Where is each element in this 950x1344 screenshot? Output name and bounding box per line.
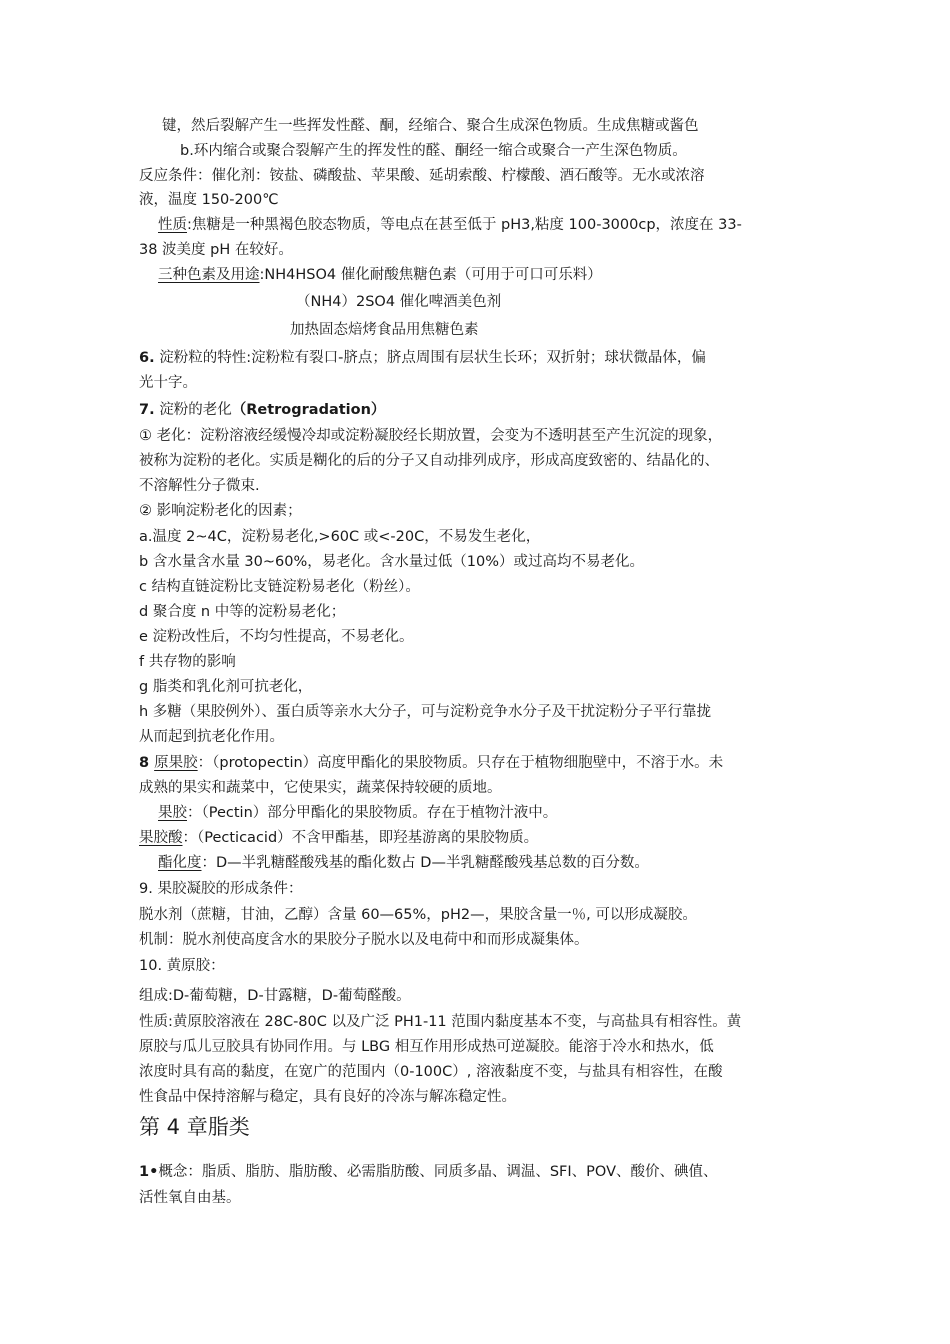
section-number: 1• [139,1164,159,1180]
text-line: h 多糖（果胶例外）、蛋白质等亲水大分子，可与淀粉竞争水分子及干扰淀粉分子平行靠拢 [139,704,712,720]
text-span: ：（Pecticacid）不含甲酯基，即羟基游离的果胶物质。 [182,830,539,846]
text-line: 10. 黄原胶： [139,958,225,974]
text-line: 活性氧自由基。 [139,1190,241,1206]
section-number: 7. [139,402,155,418]
text-line: 浓度时具有高的黏度，在宽广的范围内（0-100C）, 溶液黏度不变，与盐具有相容性，在酸 [139,1064,723,1080]
chapter-heading: 第 4 章脂类 [139,1115,250,1139]
text-span: 淀粉粒的特性:淀粉粒有裂口-脐点；脐点周围有层状生长环；双折射；球状微晶体，偏 [154,350,706,366]
text-line: b 含水量含水量 30~60%，易老化。含水量过低（10%）或过高均不易老化。 [139,554,644,570]
text-line: 液，温度 150-200℃ [139,192,279,208]
text-line: 键，然后裂解产生一些挥发性醛、酮，经缩合、聚合生成深色物质。生成焦糖或酱色 [162,118,699,134]
text-span: ：（protopectin）高度甲酯化的果胶物质。只存在于植物细胞壁中，不溶于水。未 [197,755,724,771]
section-number: 8 [139,755,155,771]
text-span: 概念：脂质、脂肪、脂肪酸、必需脂肪酸、同质多晶、调温、SFI、POV、酸价、碘值、 [158,1164,718,1180]
text-line: 脱水剂（蔗糖，甘油，乙醇）含量 60—65%，pH2—，果胶含量一％, 可以形成凝胶。 [139,907,697,923]
text-line: 从而起到抗老化作用。 [139,729,284,745]
text-line [139,348,706,368]
term-underlined: 性质 [158,217,187,233]
text-line [139,400,385,420]
text-line: f 共存物的影响 [139,654,236,670]
text-line: d 聚合度 n 中等的淀粉易老化； [139,604,346,620]
text-line: 成熟的果实和蔬菜中，它使果实，蔬菜保持较硬的质地。 [139,780,502,796]
text-line: 组成:D-葡萄糖，D-甘露糖，D-葡萄醛酸。 [139,988,411,1004]
text-line: b.环内缩合或聚合裂解产生的挥发性的醛、酮经一缩合或聚合一产生深色物质。 [180,143,687,159]
text-span: :焦糖是一种黑褐色胶态物质，等电点在甚至低于 pH3,粘度 100-3000cp，浓度在 33- [187,217,742,233]
text-line: 反应条件：催化剂：铵盐、磷酸盐、苹果酸、延胡索酸、柠檬酸、酒石酸等。无水或浓溶 [139,168,705,184]
text-span: 淀粉的老化 [154,402,232,418]
text-line: g 脂类和乳化剂可抗老化， [139,679,313,695]
term-underlined: 果胶 [158,805,187,821]
text-line: a.温度 2~4C，淀粉易老化,>60C 或<-20C，不易发生老化， [139,529,541,545]
text-line: 9. 果胶凝胶的形成条件： [139,881,303,897]
text-line [158,853,649,873]
text-line: 原胶与瓜儿豆胶具有协同作用。与 LBG 相互作用形成热可逆凝胶。能溶于冷水和热水，低 [139,1039,714,1055]
text-line: 性食品中保持溶解与稳定，具有良好的冷冻与解冻稳定性。 [139,1089,516,1105]
text-line: ① 老化：淀粉溶液经缓慢冷却或淀粉凝胶经长期放置，会变为不透明甚至产生沉淀的现象， [139,428,723,444]
text-line: 机制：脱水剂使高度含水的果胶分子脱水以及电荷中和而形成凝集体。 [139,932,589,948]
text-line: e 淀粉改性后，不均匀性提高，不易老化。 [139,629,414,645]
text-span: ：D—半乳糖醛酸残基的酯化数占 D—半乳糖醛酸残基总数的百分数。 [201,855,649,871]
text-line: ② 影响淀粉老化的因素； [139,503,302,519]
text-line [158,215,742,235]
text-line: 性质:黄原胶溶液在 28C-80C 以及广泛 PH1-11 范围内黏度基本不变，与高盐具有相容性。黄 [139,1014,742,1030]
text-line: 38 波美度 pH 在较好。 [139,242,293,258]
text-line: 加热固态焙烤食品用焦糖色素 [290,322,479,338]
text-line: c 结构直链淀粉比支链淀粉易老化（粉丝）。 [139,579,420,595]
text-line [158,265,602,285]
text-line: 不溶解性分子微束. [139,478,260,494]
text-span: :NH4HSO4 催化耐酸焦糖色素（可用于可口可乐料） [259,267,602,283]
text-line [158,803,557,823]
text-line [139,753,723,773]
section-number: 6. [139,350,155,366]
text-bold: （Retrogradation） [231,402,386,418]
term-underlined: 酯化度 [158,855,202,871]
text-line [139,1162,718,1182]
term-underlined: 原果胶 [154,755,198,771]
term-underlined: 三种色素及用途 [158,267,260,283]
text-line: 光十字。 [139,375,197,391]
text-span: ：（Pectin）部分甲酯化的果胶物质。存在于植物汁液中。 [187,805,558,821]
text-line: （NH4）2SO4 催化啤酒美色剂 [296,294,502,310]
text-line [139,828,538,848]
term-underlined: 果胶酸 [139,830,183,846]
text-line: 被称为淀粉的老化。实质是糊化的后的分子又自动排列成序，形成高度致密的、结晶化的、 [139,453,719,469]
